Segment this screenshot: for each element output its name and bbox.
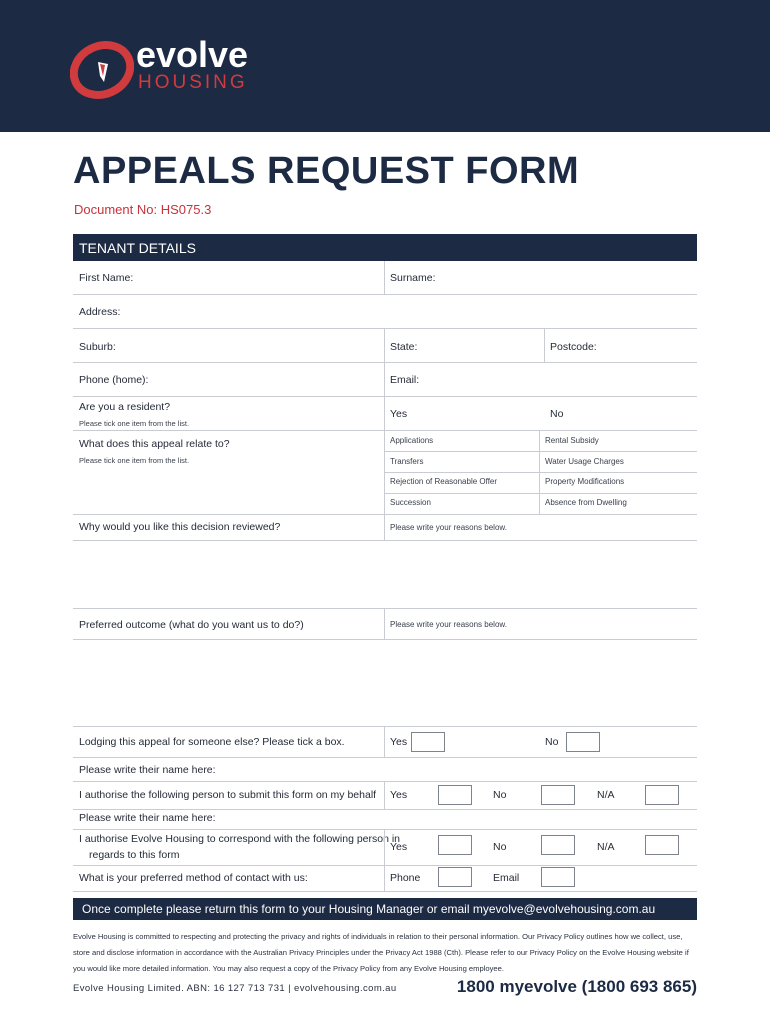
divider [384,472,697,473]
divider [384,261,385,294]
header-banner [0,0,770,132]
contact-email-label: Email [493,872,520,884]
suburb-label: Suburb: [79,341,116,353]
outcome-reason-area-top [73,639,697,640]
authorise-correspond-yes-checkbox[interactable] [438,835,472,855]
review-question: Why would you like this decision reviewed? [79,521,281,533]
appeal-question: What does this appeal relate to? [79,438,230,450]
authorise-submit-na-checkbox[interactable] [645,785,679,805]
divider [384,829,385,865]
contact-question: What is your preferred method of contact with us: [79,872,308,884]
appeal-option-water-usage[interactable]: Water Usage Charges [545,457,624,466]
name-prompt-2: Please write their name here: [79,812,216,824]
lodging-yes-checkbox[interactable] [411,732,445,752]
appeal-option-absence-dwelling[interactable]: Absence from Dwelling [545,498,627,507]
divider [384,451,697,452]
divider [384,865,385,891]
review-hint: Please write your reasons below. [390,523,507,532]
first-name-label: First Name: [79,272,134,284]
authorise-correspond-yes-label: Yes [390,841,408,853]
divider [73,865,697,866]
logo-wordmark: evolve [136,34,249,75]
postcode-label: Postcode: [550,341,597,353]
surname-label: Surname: [390,272,436,284]
logo-swirl-icon [70,40,134,100]
outcome-hint: Please write your reasons below. [390,620,507,629]
resident-no-option[interactable]: No [550,408,564,420]
divider [73,891,697,892]
resident-question: Are you a resident? [79,401,171,413]
section-header-tenant-details: TENANT DETAILS [73,234,697,261]
authorise-submit-na-label: N/A [597,789,615,801]
divider [73,781,697,782]
authorise-correspond-question-line1: I authorise Evolve Housing to correspond with the following person in [79,833,401,845]
evolve-housing-logo [70,34,270,102]
divider [384,781,385,809]
divider [73,809,697,810]
divider [73,430,697,431]
appeal-option-succession[interactable]: Succession [390,498,431,507]
authorise-submit-question: I authorise the following person to submit this form on my behalf [79,789,377,801]
divider [73,757,697,758]
authorise-correspond-na-checkbox[interactable] [645,835,679,855]
appeal-option-rental-subsidy[interactable]: Rental Subsidy [545,436,599,445]
privacy-statement: Evolve Housing is committed to respecting and protecting the privacy and rights of individuals in relation to their personal information. Our Privacy Policy outlines how we collect, use, store and disclose information in accordance with the Australian Privacy Principles under the Privacy Act 1988 (Cth). Please refer to our Privacy Policy on the Evolve Housing website if you would like more detailed information. You may also request a copy of the Privacy Policy from any Evolve Housing employee. [73,932,689,973]
state-label: State: [390,341,418,353]
authorise-correspond-no-label: No [493,841,507,853]
lodging-no-checkbox[interactable] [566,732,600,752]
authorise-correspond-na-label: N/A [597,841,615,853]
phone-home-label: Phone (home): [79,374,149,386]
divider [384,726,385,757]
name-prompt-1: Please write their name here: [79,764,216,776]
resident-yes-option[interactable]: Yes [390,408,408,420]
divider [73,726,697,727]
authorise-submit-yes-label: Yes [390,789,408,801]
divider [73,328,697,329]
authorise-correspond-question-line2: regards to this form [89,849,180,861]
resident-hint: Please tick one item from the list. [79,419,190,428]
review-reason-area-top [73,540,697,541]
footer-company-info: Evolve Housing Limited. ABN: 16 127 713 731 | evolvehousing.com.au [73,983,397,994]
divider [384,362,385,396]
divider [73,514,697,515]
divider [384,493,697,494]
divider [73,294,697,295]
divider [544,328,545,362]
divider [384,514,385,540]
document-number: Document No: HS075.3 [74,202,212,217]
email-label: Email: [390,374,420,386]
logo-subtitle: HOUSING [138,72,248,93]
lodging-no-label: No [545,736,559,748]
contact-email-checkbox[interactable] [541,867,575,887]
appeal-option-transfers[interactable]: Transfers [390,457,424,466]
contact-phone-label: Phone [390,872,421,884]
authorise-submit-no-checkbox[interactable] [541,785,575,805]
page-title: APPEALS REQUEST FORM [73,150,580,192]
divider [73,396,697,397]
lodging-question: Lodging this appeal for someone else? Please tick a box. [79,736,345,748]
divider [73,829,697,830]
footer-phone: 1800 myevolve (1800 693 865) [456,977,697,996]
divider [384,328,385,362]
divider [73,608,697,609]
divider [384,608,385,639]
authorise-submit-yes-checkbox[interactable] [438,785,472,805]
authorise-correspond-no-checkbox[interactable] [541,835,575,855]
appeal-option-property-modifications[interactable]: Property Modifications [545,477,625,486]
divider [73,362,697,363]
lodging-yes-label: Yes [390,736,408,748]
appeal-option-applications[interactable]: Applications [390,436,434,445]
divider [384,396,385,430]
address-label: Address: [79,306,121,318]
return-instruction-bar: Once complete please return this form to your Housing Manager or email myevolve@evolvehousing.com.au [73,898,697,920]
outcome-question: Preferred outcome (what do you want us to do?) [79,619,304,631]
authorise-submit-no-label: No [493,789,507,801]
appeal-hint: Please tick one item from the list. [79,456,190,465]
appeal-option-rejection-offer[interactable]: Rejection of Reasonable Offer [390,477,498,486]
contact-phone-checkbox[interactable] [438,867,472,887]
